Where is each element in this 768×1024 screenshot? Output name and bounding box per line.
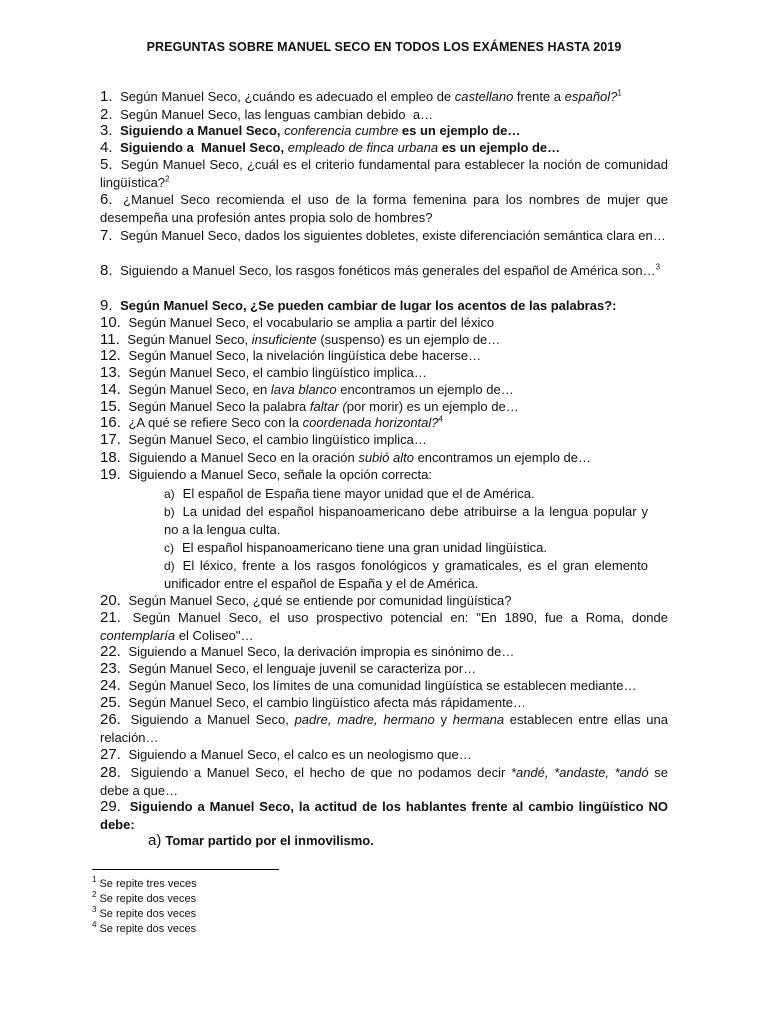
question-21: 21. Según Manuel Seco, el uso prospectivo potencial en: "En 1890, fue a Roma, donde contemplaría el Coliseo"…: [100, 609, 668, 643]
question-24: 24. Según Manuel Seco, los límites de una comunidad lingüística se establecen mediante…: [100, 677, 637, 694]
question-17: 17. Según Manuel Seco, el cambio lingüístico implica…: [100, 431, 427, 448]
question-13: 13. Según Manuel Seco, el cambio lingüístico implica…: [100, 364, 427, 381]
question-22: 22. Siguiendo a Manuel Seco, la derivación impropia es sinónimo de…: [100, 643, 515, 660]
question-29-option-a: a) Tomar partido por el inmovilismo.: [148, 832, 374, 849]
footnote-3: $^3$ Se repite dos veces: [92, 905, 197, 920]
question-11: 11. Según Manuel Seco, insuficiente (suspenso) es un ejemplo de…: [100, 331, 501, 348]
footnote-ref: 3: [655, 262, 661, 272]
question-15: 15. Según Manuel Seco la palabra faltar (por morir) es un ejemplo de…: [100, 398, 519, 415]
question-28: 28. Siguiendo a Manuel Seco, el hecho de que no podamos decir *andé, *andaste, *andó se debe a que…: [100, 764, 668, 798]
footnote-1: $^1$ Se repite tres veces: [92, 875, 197, 890]
option-c: c) El español hispanoamericano tiene una gran unidad lingüística.: [164, 540, 547, 555]
question-12: 12. Según Manuel Seco, la nivelación lingüística debe hacerse…: [100, 347, 482, 364]
footnote-ref: 4: [438, 414, 443, 424]
question-4: 4. Siguiendo a Manuel Seco, empleado de finca urbana es un ejemplo de…: [100, 139, 561, 156]
question-6: 6. ¿Manuel Seco recomienda el uso de la forma femenina para los nombres de mujer que desempeña una profesión antes propia solo de hombres?: [100, 191, 668, 225]
option-b: b) La unidad del español hispanoamericano debe atribuirse a la lengua popular y no a la lengua culta.: [164, 504, 648, 537]
question-14: 14. Según Manuel Seco, en lava blanco encontramos un ejemplo de…: [100, 381, 514, 398]
question-29: 29. Siguiendo a Manuel Seco, la actitud de los hablantes frente al cambio lingüístico NO debe:: [100, 798, 668, 832]
question-25: 25. Según Manuel Seco, el cambio lingüístico afecta más rápidamente…: [100, 694, 526, 711]
document-title: PREGUNTAS SOBRE MANUEL SECO EN TODOS LOS EXÁMENES HASTA 2019: [146, 40, 622, 54]
question-27: 27. Siguiendo a Manuel Seco, el calco es un neologismo que…: [100, 746, 472, 763]
question-number: 1.: [100, 88, 113, 105]
question-2: 2. Según Manuel Seco, las lenguas cambian debido a…: [100, 106, 434, 123]
footnote-ref: 2: [165, 174, 170, 184]
question-10: 10. Según Manuel Seco, el vocabulario se amplia a partir del léxico: [100, 314, 495, 331]
question-3: 3. Siguiendo a Manuel Seco, conferencia cumbre es un ejemplo de…: [100, 122, 521, 139]
question-16: 16. ¿A qué se refiere Seco con la coordenada horizontal?$^4$: [100, 414, 443, 431]
footnote-2: $^2$ Se repite dos veces: [92, 890, 197, 905]
question-26: 26. Siguiendo a Manuel Seco, padre, madre, hermano y hermana establecen entre ellas una relación…: [100, 711, 668, 745]
option-a: a) El español de España tiene mayor unidad que el de América.: [164, 486, 535, 501]
question-19: 19. Siguiendo a Manuel Seco, señale la opción correcta:: [100, 466, 433, 483]
footnote-separator: [92, 869, 279, 870]
footnote-ref: 1: [617, 88, 622, 98]
question-5: 5. Según Manuel Seco, ¿cuál es el criterio fundamental para establecer la noción de comunidad lingüística?$^2$: [100, 156, 668, 190]
option-d: d) El léxico, frente a los rasgos fonológicos y gramaticales, es el gran elemento unificador entre el español de España y el de América.: [164, 558, 648, 591]
question-7: 7. Según Manuel Seco, dados los siguientes dobletes, existe diferenciación semántica clara en…: [100, 227, 666, 244]
question-23: 23. Según Manuel Seco, el lenguaje juvenil se caracteriza por…: [100, 660, 477, 677]
footnote-4: $^4$ Se repite dos veces: [92, 920, 197, 935]
question-9: 9. Según Manuel Seco, ¿Se pueden cambiar de lugar los acentos de las palabras?:: [100, 297, 617, 314]
question-8: 8. Siguiendo a Manuel Seco, los rasgos fonéticos más generales del español de América son…$^3$: [100, 262, 661, 279]
question-20: 20. Según Manuel Seco, ¿qué se entiende por comunidad lingüística?: [100, 592, 512, 609]
question-1: 1. Según Manuel Seco, ¿cuándo es adecuado el empleo de castellano frente a español?$^1$: [100, 88, 622, 105]
question-18: 18. Siguiendo a Manuel Seco en la oración subió alto encontramos un ejemplo de…: [100, 449, 592, 466]
